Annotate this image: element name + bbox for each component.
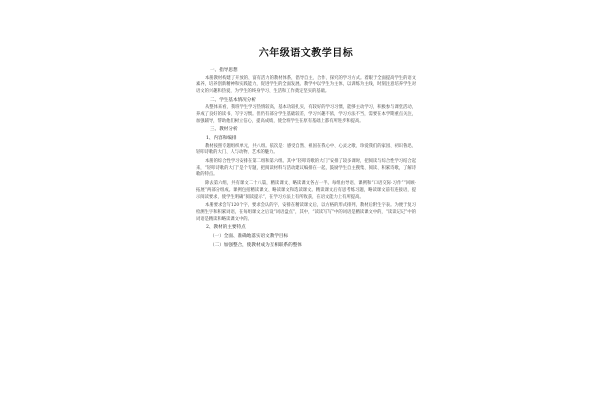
document-body bbox=[196, 44, 416, 250]
feature-item-2: （二）加强整合，使教材成为互相联系的整体 bbox=[210, 242, 302, 248]
paragraph-lesson-structure: 除去第六组，共有课文二十八篇，精读课文、略读课文各占一半。每组由导语、课例和“口语交际·习作”“回顾·拓展”两部分组成。课例包括精读课文、略读课文和选读课文。精读课文后有思考练习题，略读课文前有连接语，提示阅读要求，使学生明确“阅读提示”，在学习方法上有所收获，在语文能力上有所提高。 bbox=[196, 181, 416, 200]
feature-item-1: （一）全面、准确地落实语文教学目标 bbox=[210, 233, 289, 239]
subheading-main-features: 2、教材的主要特点 bbox=[206, 225, 246, 231]
subheading-content-arrangement: 1、内容和编排 bbox=[206, 136, 237, 141]
paragraph-guiding-ideology: 本册教材构建了开放的、富有活力的教材体系，倡导自主、合作、探究的学习方式。着眼于全面提高学生的语文素养，培养创新精神和实践能力，促进学生的全面发展。教学中以学生为主体，以训练为主线，时刻注意培养学生对语文的兴趣和热爱，为学生的终身学习、生活和工作奠定坚实的基础。 bbox=[196, 75, 416, 94]
section-heading-guiding-ideology: 一、指导思想 bbox=[210, 68, 238, 73]
paragraph-character-requirements: 本册要求会写120个字，要求会认的字，安排在精读课文后，以方格的形式排列，教材后附生字表。为便于复习检测生字和积累词语，在每组课文之后设“词语盘点”，其中，“读读写写”中的词语是精读课文中的，“读读记记”中的词语是精读和略读课文中的。 bbox=[196, 203, 416, 222]
section-heading-student-analysis: 二、学生基本情况分析 bbox=[210, 97, 256, 103]
paragraph-comprehensive-learning: 本册的综合性学习安排在第二组和第六组。其中“轻叩诗歌的大门”安排了较多课时，把阅读与综合性学习结合起来，“轻叩诗歌的大门”是个专题，把阅读材料与活动建议编排在一起，鼓励学生自主搜集、阅读、积累诗歌，了解诗歌的特点。 bbox=[196, 159, 416, 178]
page-title: 六年级语文教学目标 bbox=[258, 48, 354, 59]
section-heading-textbook-analysis: 三、教材分析 bbox=[210, 127, 238, 133]
paragraph-student-analysis: 从整体来看，我班学生学习热情较高，基本功较扎实，有较好的学习习惯，能够主动学习，积极参与课堂活动，养成了良好的读书、写字习惯。但仍有部分学生基础较差，学习兴趣不浓，学习方法不当，需要在本学期重点关注，加强辅导，帮助他们树立信心，提高成绩，使全班学生在原有基础上都有所进步和提高。 bbox=[196, 105, 416, 124]
paragraph-content-units: 教材按照专题组织单元，共八组。依次是：感受自然、祖国在我心中、心灵之歌、珍爱我们的家园、初识鲁迅、轻叩诗歌的大门、人与动物、艺术的魅力。 bbox=[196, 143, 416, 156]
